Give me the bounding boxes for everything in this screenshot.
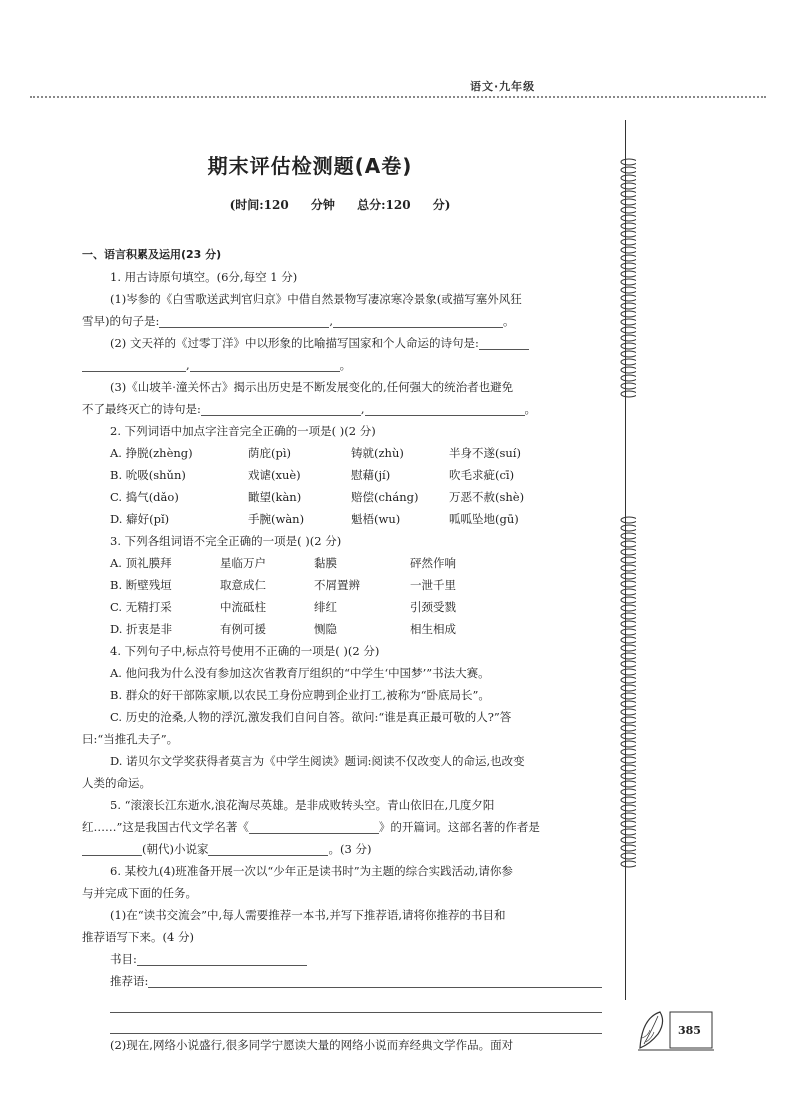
option-text: A. 顶礼膜拜: [110, 556, 172, 570]
section-heading: 一、语言积累及运用(23 分): [82, 248, 222, 261]
option-row: [110, 508, 602, 530]
option-text: A. 挣脱(zhèng): [110, 446, 193, 460]
question-stem: 2. 下列词语中加点字注音完全正确的一项是( )(2 分): [110, 424, 376, 438]
option-text: 星临万户: [220, 556, 266, 570]
option-text: 取意成仁: [220, 578, 266, 592]
option-text: 慰藉(jí): [351, 468, 391, 482]
book-title-blank[interactable]: [137, 949, 307, 966]
question-text: (3)《山坡羊·潼关怀古》揭示出历史是不断发展变化的,任何强大的统治者也避免: [110, 380, 514, 394]
question-text: (1)在“读书交流会”中,每人需要推荐一本书,并写下推荐语,请将你推荐的书目和: [110, 908, 506, 922]
option-text: 中流砥柱: [220, 600, 266, 614]
question-text: 红……”这是我国古代文学名著《: [82, 820, 249, 834]
answer-line-group: 雪早)的句子是: , 。: [82, 310, 602, 332]
question-text: (朝代)小说家: [142, 842, 209, 856]
answer-line-group: [82, 838, 602, 860]
option-row: [110, 596, 602, 618]
recommendation-blank[interactable]: [110, 992, 602, 1013]
answer-line-group: , 。: [82, 354, 602, 376]
option-text: 人类的命运。: [82, 776, 151, 790]
option-text: 一泄千里: [410, 578, 456, 592]
question-stem: 1. 用古诗原句填空。(6分,每空 1 分): [110, 270, 298, 284]
answer-blank[interactable]: [333, 311, 503, 328]
option-row: [110, 552, 602, 574]
question-text: (1)岑参的《白雪歌送武判官归京》中借自然景物写凄凉寒冷景象(或描写塞外风狂: [110, 292, 522, 306]
spiral-binding-icon: [612, 120, 636, 1000]
recommendation-label: 推荐语:: [110, 974, 149, 988]
option-text: 曰:“当推孔夫子”。: [82, 732, 179, 746]
answer-blank[interactable]: [249, 817, 379, 834]
option-row: [110, 618, 602, 640]
question-text: 6. 某校九(4)班准备开展一次以“少年正是读书时”为主题的综合实践活动,请你参: [110, 864, 513, 878]
question-stem: 4. 下列句子中,标点符号使用不正确的一项是( )(2 分): [110, 644, 380, 658]
recommendation-row: [110, 970, 602, 992]
option-row: [110, 464, 602, 486]
question-text: 推荐语写下来。(4 分): [82, 930, 194, 944]
option-text: D. 折衷是非: [110, 622, 173, 636]
option-text: 绯红: [314, 600, 337, 614]
recommendation-blank[interactable]: [148, 971, 602, 988]
question-text: 与并完成下面的任务。: [82, 886, 197, 900]
recommendation-blank[interactable]: [110, 1013, 602, 1034]
answer-line-group: [82, 332, 602, 354]
page-number-badge-icon: [636, 1008, 716, 1052]
option-text: C. 无精打采: [110, 600, 172, 614]
option-text: C. 捣气(dǎo): [110, 490, 179, 504]
answer-blank[interactable]: [365, 399, 525, 416]
option-text: D. 癖好(pǐ): [110, 512, 170, 526]
option-text: 有例可援: [220, 622, 266, 636]
question-text: 不了最终灭亡的诗句是:: [82, 402, 201, 416]
answer-blank[interactable]: [208, 839, 328, 856]
question-stem: 3. 下列各组词语不完全正确的一项是( )(2 分): [110, 534, 342, 548]
page-title: 期末评估检测题(A卷): [207, 154, 413, 178]
option-text: A. 他问我为什么没有参加这次省教育厅组织的“中学生‘中国梦’”书法大赛。: [110, 666, 490, 680]
book-title-label: 书目:: [110, 952, 137, 966]
option-row: [110, 574, 602, 596]
page-number: 385: [678, 1024, 701, 1037]
answer-blank[interactable]: [82, 839, 142, 856]
book-title-row: [110, 948, 602, 970]
option-text: 荫庇(pì): [248, 446, 292, 460]
question-text: 雪早)的句子是:: [82, 314, 160, 328]
question-text: 5. “滚滚长江东逝水,浪花淘尽英雄。是非成败转头空。青山依旧在,几度夕阳: [110, 798, 495, 812]
option-text: 恻隐: [314, 622, 337, 636]
answer-blank[interactable]: [479, 333, 529, 350]
answer-blank[interactable]: [190, 355, 340, 372]
answer-blank[interactable]: [159, 311, 329, 328]
answer-blank[interactable]: [82, 355, 186, 372]
option-row: [110, 486, 602, 508]
option-text: 呱呱坠地(gū): [449, 512, 519, 526]
answer-blank[interactable]: [201, 399, 361, 416]
option-text: 引颈受戮: [410, 600, 456, 614]
option-text: B. 群众的好干部陈家顺,以农民工身份应聘到企业打工,被称为“卧底局长”。: [110, 688, 490, 702]
option-text: 吹毛求疵(cī): [449, 468, 515, 482]
answer-line-group: [82, 816, 602, 838]
option-row: [110, 442, 602, 464]
option-text: 手腕(wàn): [248, 512, 305, 526]
question-text: 》的开篇词。这部名著的作者是: [378, 820, 540, 834]
option-text: 万恶不赦(shè): [449, 490, 525, 504]
answer-line-group: 不了最终灭亡的诗句是: , 。: [82, 398, 602, 420]
option-text: 戏谑(xuè): [248, 468, 301, 482]
header-subject: 语文·九年级: [470, 80, 536, 93]
option-text: D. 诺贝尔文学奖获得者莫言为《中学生阅读》题词:阅读不仅改变人的命运,也改变: [110, 754, 525, 768]
option-text: 砰然作响: [410, 556, 456, 570]
option-text: 相生相成: [410, 622, 456, 636]
header-divider: [30, 96, 766, 98]
question-text: 。(3 分): [328, 842, 372, 856]
option-text: 魁梧(wu): [351, 512, 401, 526]
option-text: B. 断壁残垣: [110, 578, 172, 592]
question-text: (2)现在,网络小说盛行,很多同学宁愿读大量的网络小说而弃经典文学作品。面对: [110, 1038, 514, 1052]
question-text: (2) 文天祥的《过零丁洋》中以形象的比喻描写国家和个人命运的诗句是:: [110, 336, 479, 350]
option-text: 赔偿(cháng): [351, 490, 419, 504]
option-text: 半身不遂(suí): [449, 446, 521, 460]
option-text: 瞰望(kàn): [248, 490, 302, 504]
exam-body: [82, 244, 602, 1056]
option-text: B. 吮吸(shǔn): [110, 468, 186, 482]
exam-info: (时间:120 分钟 总分:120 分): [229, 198, 451, 212]
option-text: C. 历史的沧桑,人物的浮沉,激发我们自问自答。欲问:“谁是真正最可敬的人?”答: [110, 710, 512, 724]
option-text: 不屑置辨: [314, 578, 360, 592]
option-text: 黏膜: [314, 556, 337, 570]
option-text: 铸就(zhù): [351, 446, 404, 460]
